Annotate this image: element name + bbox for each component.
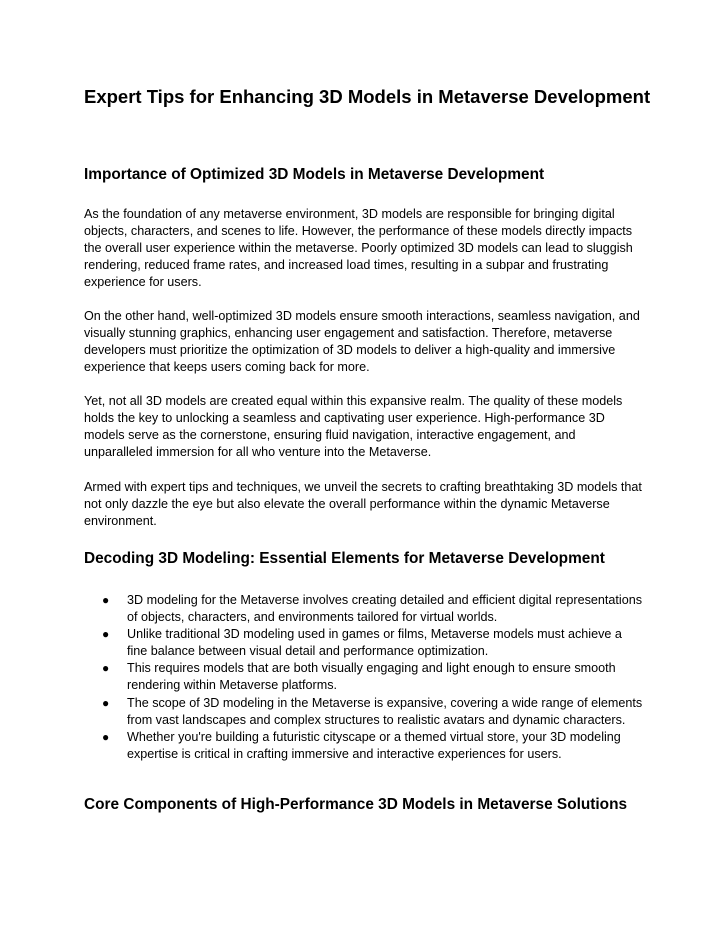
bullet-icon: ● (102, 627, 110, 642)
bullet-icon: ● (102, 695, 110, 710)
list-item-text: 3D modeling for the Metaverse involves creating detailed and efficient digital representations of objects, characters, and environments tailored for virtual worlds. (127, 593, 643, 625)
bullet-list (84, 592, 644, 763)
list-item-text: The scope of 3D modeling in the Metaverse is expansive, covering a wide range of elements from vast landscapes and complex structures to realistic avatars and dynamic characters. (127, 695, 643, 727)
list-item (84, 695, 644, 729)
list-item-text: This requires models that are both visually engaging and light enough to ensure smooth rendering within Metaverse platforms. (127, 661, 616, 693)
list-item (84, 729, 644, 763)
paragraph-not-all-models: Yet, not all 3D models are created equal within this expansive realm. The quality of these models holds the key to unlocking a seamless and captivating user experience. High-performance 3D models serve as the cornerstone, ensuring fluid navigation, interactive engagement, and unparalleled immersion for all who venture into the Metaverse. (84, 394, 623, 460)
paragraph-foundation: As the foundation of any metaverse environment, 3D models are responsible for bringing digital objects, characters, and scenes to life. However, the performance of these models directly impacts the overall user experience within the metaverse. Poorly optimized 3D models can lead to sluggish rendering, reduced frame rates, and increased load times, resulting in a subpar and frustrating experience for users. (84, 207, 633, 290)
list-item-text: Whether you're building a futuristic cityscape or a themed virtual store, your 3D modeling expertise is critical in crafting immersive and interactive experiences for users. (127, 729, 621, 761)
paragraph-well-optimized: On the other hand, well-optimized 3D models ensure smooth interactions, seamless navigation, and visually stunning graphics, enhancing user engagement and satisfaction. Therefore, metaverse developers must prioritize the optimization of 3D models to deliver a high-quality and immersive experience that keeps users coming back for more. (84, 309, 640, 375)
document-title: Expert Tips for Enhancing 3D Models in Metaverse Development (84, 86, 651, 107)
paragraph-expert-tips: Armed with expert tips and techniques, we unveil the secrets to crafting breathtaking 3D models that not only dazzle the eye but also elevate the overall performance within the dynamic Metaverse environment. (84, 480, 642, 529)
list-item (84, 660, 644, 694)
list-item (84, 592, 644, 626)
bullet-icon: ● (102, 661, 110, 676)
bullet-icon: ● (102, 593, 110, 607)
section-heading-decoding: Decoding 3D Modeling: Essential Elements for Metaverse Development (84, 550, 605, 567)
bullet-icon: ● (102, 729, 110, 744)
section-heading-core-components: Core Components of High-Performance 3D Models in Metaverse Solutions (84, 796, 628, 813)
list-item-text: Unlike traditional 3D modeling used in games or films, Metaverse models must achieve a fine balance between visual detail and performance optimization. (127, 627, 622, 659)
list-item (84, 626, 644, 660)
section-heading-importance: Importance of Optimized 3D Models in Metaverse Development (84, 166, 545, 183)
